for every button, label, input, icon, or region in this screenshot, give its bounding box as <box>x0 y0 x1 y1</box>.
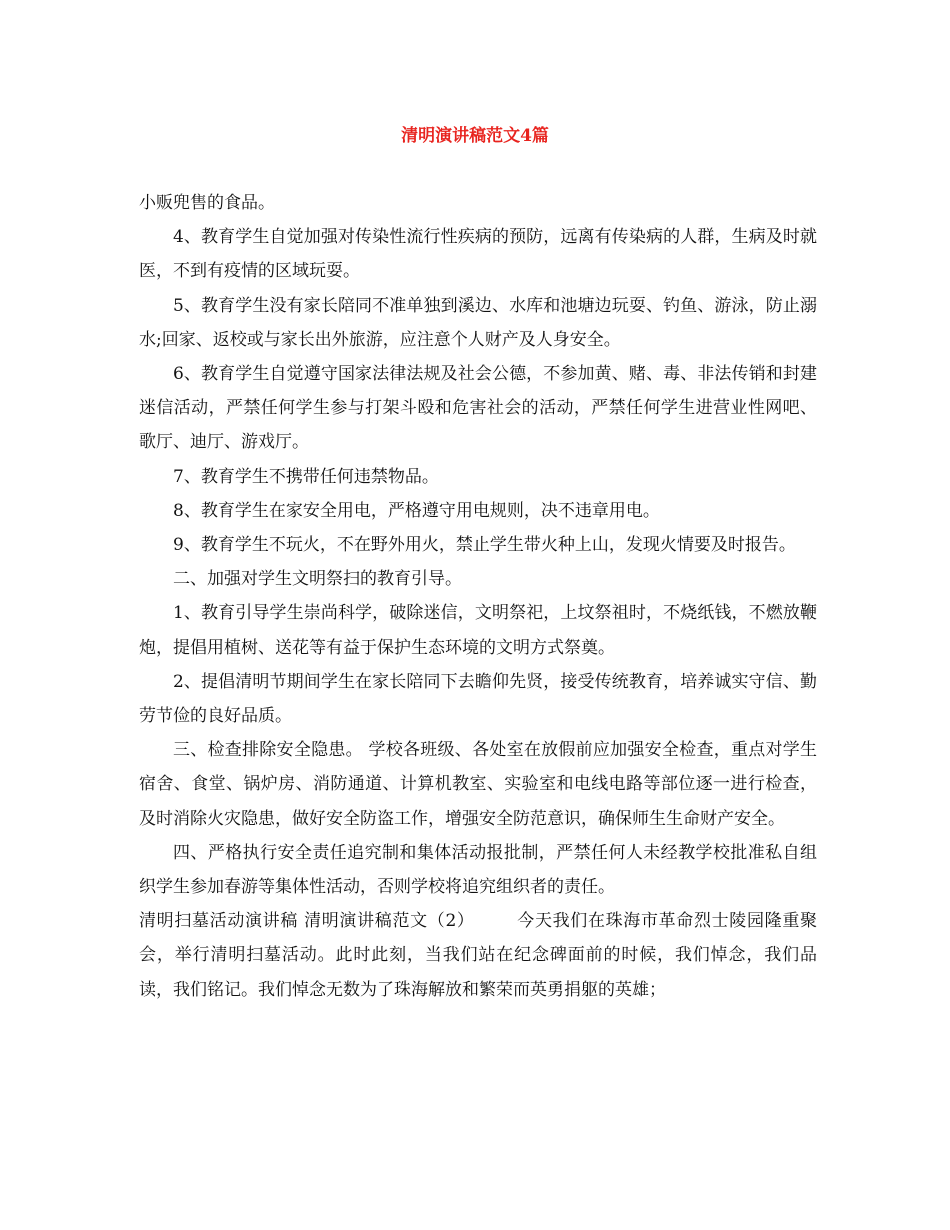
paragraph: 8、教育学生在家安全用电，严格遵守用电规则，决不违章用电。 <box>173 500 660 521</box>
paragraph: 4、教育学生自觉加强对传染性流行性疾病的预防，远离有传染病的人群，生病及时就医，不到有疫情的区域玩耍。 <box>139 227 817 282</box>
paragraph: 三、检查排除安全隐患。 学校各班级、各处室在放假前应加强安全检查，重点对学生宿舍、食堂、锅炉房、消防通道、计算机教室、实验室和电线电路等部位逐一进行检查，及时消除火灾隐患，做好安全防盗工作，增强安全防范意识，确保师生生命财产安全。 <box>139 740 817 829</box>
document-body <box>139 186 817 1007</box>
paragraph: 5、教育学生没有家长陪同不准单独到溪边、水库和池塘边玩耍、钓鱼、游泳，防止溺水;回家、返校或与家长出外旅游，应注意个人财产及人身安全。 <box>139 295 817 350</box>
paragraph: 9、教育学生不玩火，不在野外用火，禁止学生带火种上山，发现火情要及时报告。 <box>173 535 796 556</box>
final-paragraph <box>139 904 817 1007</box>
final-text: 今天我们在珠海市革命烈士陵园隆重聚会，举行清明扫墓活动。此时此刻，当我们站在纪念碑面前的时候，我们悼念，我们品读，我们铭记。我们悼念无数为了珠海解放和繁荣而英勇捐躯的英雄； <box>139 911 817 1000</box>
paragraph: 四、严格执行安全责任追究制和集体活动报批制，严禁任何人未经教学校批准私自组织学生参加春游等集体性活动，否则学校将追究组织者的责任。 <box>139 842 817 898</box>
paragraph: 6、教育学生自觉遵守国家法律法规及社会公德，不参加黄、赌、毒、非法传销和封建迷信活动，严禁任何学生参与打架斗殴和危害社会的活动，严禁任何学生进营业性网吧、歌厅、迪厅、游戏厅。 <box>139 364 817 453</box>
paragraph: 2、提倡清明节期间学生在家长陪同下去瞻仰先贤，接受传统教育，培养诚实守信、勤劳节俭的良好品质。 <box>139 671 817 727</box>
final-heading: 清明扫墓活动演讲稿 清明演讲稿范文（2） <box>139 911 475 932</box>
section-heading: 二、加强对学生文明祭扫的教育引导。 <box>173 569 462 590</box>
page-title: 清明演讲稿范文4篇 <box>401 126 549 146</box>
paragraph: 小贩兜售的食品。 <box>139 193 275 213</box>
paragraph: 7、教育学生不携带任何违禁物品。 <box>173 466 439 487</box>
paragraph: 1、教育引导学生崇尚科学，破除迷信，文明祭祀，上坟祭祖时，不烧纸钱，不燃放鞭炮，提倡用植树、送花等有益于保护生态环境的文明方式祭奠。 <box>139 603 817 658</box>
